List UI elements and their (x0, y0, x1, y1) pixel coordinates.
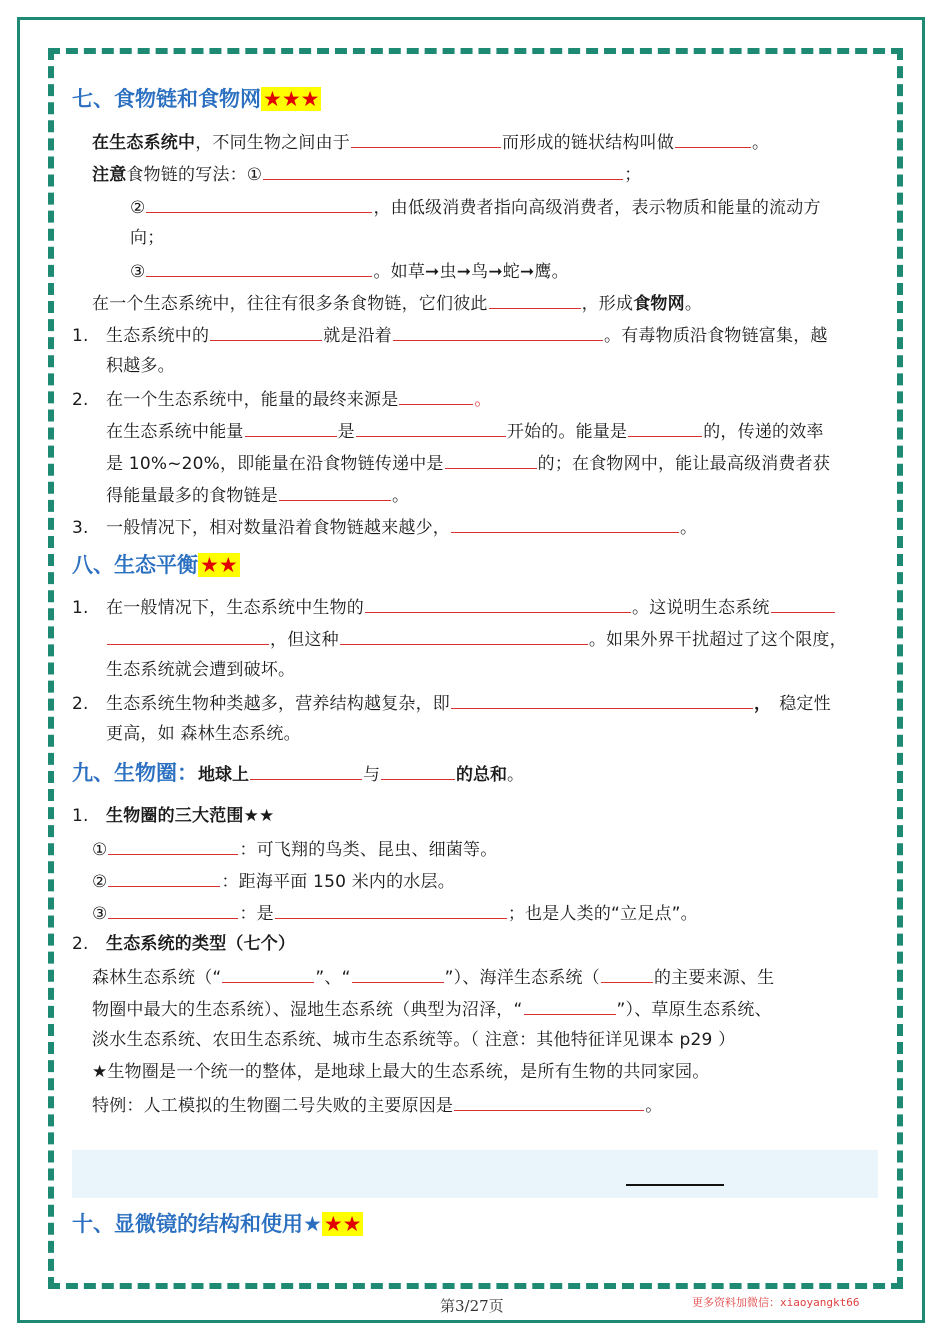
section-10-title: 十、显微镜的结构和使用 (72, 1212, 303, 1236)
s9-range3 (92, 900, 698, 926)
s9-item1 (72, 804, 274, 828)
s9-item2 (72, 932, 295, 956)
section-9-title: 九、生物圈： (72, 761, 198, 785)
s7-item2-text-c1: 是 10%~20%，即能量在沿食物链传递中是 (106, 454, 444, 474)
s7-foodweb-text-a: 在一个生态系统中，往往有很多条食物链，它们彼此 (92, 294, 488, 314)
blank-field[interactable] (279, 482, 391, 501)
list-number: 3. (72, 518, 89, 538)
blank-field[interactable] (108, 900, 238, 919)
s9-sub-c: 的总和 (456, 765, 507, 785)
blank-field[interactable] (352, 964, 444, 983)
footer-contact: 更多资料加微信：xiaoyangkt66 (692, 1296, 860, 1309)
s7-item1-text-b: 就是沿着 (323, 326, 393, 346)
s7-rule2-line (130, 194, 821, 220)
sign-off (624, 1158, 724, 1194)
s7-item2-text-d-end: 。 (392, 486, 410, 506)
s9-range1-num: ① (92, 840, 108, 860)
s7-note-line (92, 161, 641, 187)
s9-range2-num: ② (92, 872, 108, 892)
blank-field[interactable] (381, 761, 455, 780)
s9-types-line3 (92, 1028, 735, 1052)
signature-field[interactable] (626, 1158, 724, 1186)
blank-field[interactable] (275, 900, 507, 919)
s9-item1-title: 生物圈的三大范围★★ (106, 806, 275, 826)
blank-field[interactable] (108, 868, 220, 887)
s9-range2-text: ：距海平面 150 米内的水层。 (221, 872, 455, 892)
blank-field[interactable] (601, 964, 653, 983)
s8-item2-comma: ， (754, 694, 772, 714)
s7-rule2-cont (130, 226, 164, 250)
s7-item1-cont (106, 354, 175, 378)
list-number: 2. (72, 694, 89, 714)
s7-line1-end: 。 (752, 133, 770, 153)
s7-rule2-text: ，由低级消费者指向高级消费者，表示物质和能量的流动方 (373, 198, 821, 218)
s9-sub-end: 。 (507, 765, 524, 785)
s7-item2-line4 (106, 482, 409, 508)
s7-item2-text-b3: 开始的。能量是 (506, 422, 628, 442)
s7-item1-text-c: 。有毒物质沿食物链富集，越 (604, 326, 828, 346)
page-number: 第3/27页 (440, 1297, 504, 1315)
s7-rule2-num: ② (130, 198, 146, 218)
blank-field[interactable] (263, 161, 623, 180)
blank-field[interactable] (524, 996, 616, 1015)
section-7-heading (72, 84, 321, 114)
s7-item2-end: 。 (474, 390, 492, 410)
list-number: 1. (72, 326, 89, 346)
s8-item2-text-d: 更高，如 森林生态系统。 (106, 724, 301, 744)
s9-types-line1 (92, 964, 774, 990)
s9-range3-text-c: ；也是人类的“立足点”。 (507, 904, 698, 924)
s7-item2-text-b1: 在生态系统中能量 (106, 422, 244, 442)
blank-field[interactable] (340, 626, 588, 645)
s7-item2 (72, 386, 492, 412)
s8-item1-text-c: ，但这种 (270, 630, 339, 650)
blank-field[interactable] (675, 129, 751, 148)
s9-types-text-a: 森林生态系统（“ (92, 968, 222, 988)
section-10-star: ★ (303, 1212, 322, 1236)
s7-foodweb-end: 。 (684, 294, 703, 314)
s9-types-text-d: 的主要来源、生 (653, 968, 775, 988)
s7-item3 (72, 514, 697, 540)
list-number: 1. (72, 806, 89, 826)
s7-rule3-num: ③ (130, 262, 146, 282)
s9-types-text-e: 物圈中最大的生态系统）、湿地生态系统（典型为沼泽，“ (92, 1000, 523, 1020)
s7-rule3-text: 。如草➞虫➞鸟➞蛇➞鹰。 (373, 262, 569, 282)
blank-field[interactable] (771, 594, 835, 613)
blank-field[interactable] (108, 836, 238, 855)
s7-foodweb-bold: 食物网 (633, 294, 685, 314)
s7-line1-bold: 在生态系统中 (92, 133, 196, 153)
blank-field[interactable] (351, 129, 501, 148)
list-number: 2. (72, 934, 89, 954)
s9-sub-a: 地球上 (198, 765, 249, 785)
s7-item1-text-a: 生态系统中的 (106, 326, 210, 346)
s8-item1-text-e: 生态系统就会遭到破坏。 (106, 660, 296, 680)
blank-field[interactable] (451, 514, 679, 533)
s9-range1 (92, 836, 497, 862)
s8-item2 (72, 690, 831, 716)
s9-sub-b: 与 (363, 765, 380, 785)
section-10-stars: ★★ (323, 1212, 362, 1236)
s7-item2-text-a: 在一个生态系统中，能量的最终来源是 (106, 390, 399, 410)
s8-item1-line2 (106, 626, 847, 652)
s9-types-line2 (92, 996, 772, 1022)
s7-item2-line3 (106, 450, 830, 476)
s7-item2-text-b2: 是 (337, 422, 355, 442)
blank-field[interactable] (399, 386, 473, 405)
s7-rule3-line (130, 258, 569, 284)
s7-item2-text-d1: 得能量最多的食物链是 (106, 486, 278, 506)
s9-types-text-b: ”、“ (315, 968, 351, 988)
blank-field[interactable] (210, 322, 322, 341)
section-8-heading (72, 550, 240, 580)
s8-item1-line3 (106, 658, 295, 682)
s7-item3-end: 。 (680, 518, 698, 538)
blank-field[interactable] (454, 1092, 644, 1111)
s9-range2 (92, 868, 455, 894)
s7-note-bold: 注意 (92, 165, 127, 185)
s7-line1-text-b: 而形成的链状结构叫做 (502, 133, 675, 153)
s9-special-case (92, 1092, 662, 1118)
blank-field[interactable] (356, 418, 506, 437)
s7-item2-text-b4: 的，传递的效率 (703, 422, 824, 442)
s9-biosphere-note (92, 1060, 709, 1084)
blank-field[interactable] (146, 194, 372, 213)
blank-field[interactable] (445, 450, 537, 469)
s7-foodweb-text-b: ，形成 (581, 294, 634, 314)
s9-range3-text-b: ：是 (239, 904, 274, 924)
blank-field[interactable] (222, 964, 314, 983)
section-7-stars: ★★★ (263, 87, 320, 111)
blank-field[interactable] (245, 418, 337, 437)
section-8-title: 八、生态平衡 (72, 553, 198, 577)
s7-note-text: 食物链的写法：① (126, 165, 263, 185)
list-number: 1. (72, 598, 89, 618)
s9-types-text-c: ”）、海洋生态系统（ (444, 968, 600, 988)
s8-item1-text-a: 在一般情况下，生态系统中生物的 (106, 598, 364, 618)
s8-item1-text-b: 。这说明生态系统 (632, 598, 770, 618)
s7-rule2-cont-text: 向； (130, 228, 165, 248)
list-number: 2. (72, 390, 89, 410)
section-7-title: 七、食物链和食物网 (72, 87, 261, 111)
blank-field[interactable] (393, 322, 603, 341)
blank-field[interactable] (489, 290, 581, 309)
s7-foodweb-line (92, 290, 702, 316)
s7-item1-text-d: 积越多。 (106, 356, 175, 376)
s8-item1 (72, 594, 836, 620)
section-8-stars: ★★ (200, 553, 238, 577)
s9-special-end: 。 (645, 1096, 663, 1116)
s7-item1 (72, 322, 828, 348)
s9-types-text-f: ”）、草原生态系统、 (616, 1000, 772, 1020)
s7-item3-text: 一般情况下，相对数量沿着食物链越来越少， (106, 518, 450, 538)
s9-special-text: 特例：人工模拟的生物圈二号失败的主要原因是 (92, 1096, 454, 1116)
s7-item2-text-c2: 的；在食物网中，能让最高级消费者获 (537, 454, 831, 474)
s8-item2-text-a: 生态系统生物种类越多，营养结构越复杂，即 (106, 694, 450, 714)
s7-note-end: ； (624, 165, 642, 185)
s7-line1-text-a: ，不同生物之间由于 (195, 133, 351, 153)
blank-field[interactable] (628, 418, 702, 437)
s9-types-text-g: 淡水生态系统、农田生态系统、城市生态系统等。（ 注意：其他特征详见课本 p29 ） (92, 1030, 736, 1050)
day-band (72, 1150, 878, 1198)
blank-field[interactable] (451, 690, 753, 709)
s9-range1-text: ：可飞翔的鸟类、昆虫、细菌等。 (239, 840, 498, 860)
s8-item2-line2 (106, 722, 301, 746)
section-9-heading (72, 758, 524, 790)
s8-item1-text-d: 。如果外界干扰超过了这个限度， (588, 630, 847, 650)
blank-field[interactable] (146, 258, 372, 277)
blank-field[interactable] (365, 594, 631, 613)
s9-item2-title: 生态系统的类型（七个） (106, 934, 296, 954)
s7-definition-line (92, 129, 769, 155)
s7-item2-line2 (106, 418, 824, 444)
section-10-heading (72, 1209, 363, 1239)
s9-range3-num: ③ (92, 904, 108, 924)
blank-field[interactable] (250, 761, 362, 780)
s8-item2-text-c: 稳定性 (779, 694, 831, 714)
blank-field[interactable] (107, 626, 269, 645)
s9-biosphere-text: ★生物圈是一个统一的整体，是地球上最大的生态系统，是所有生物的共同家园。 (92, 1062, 710, 1082)
